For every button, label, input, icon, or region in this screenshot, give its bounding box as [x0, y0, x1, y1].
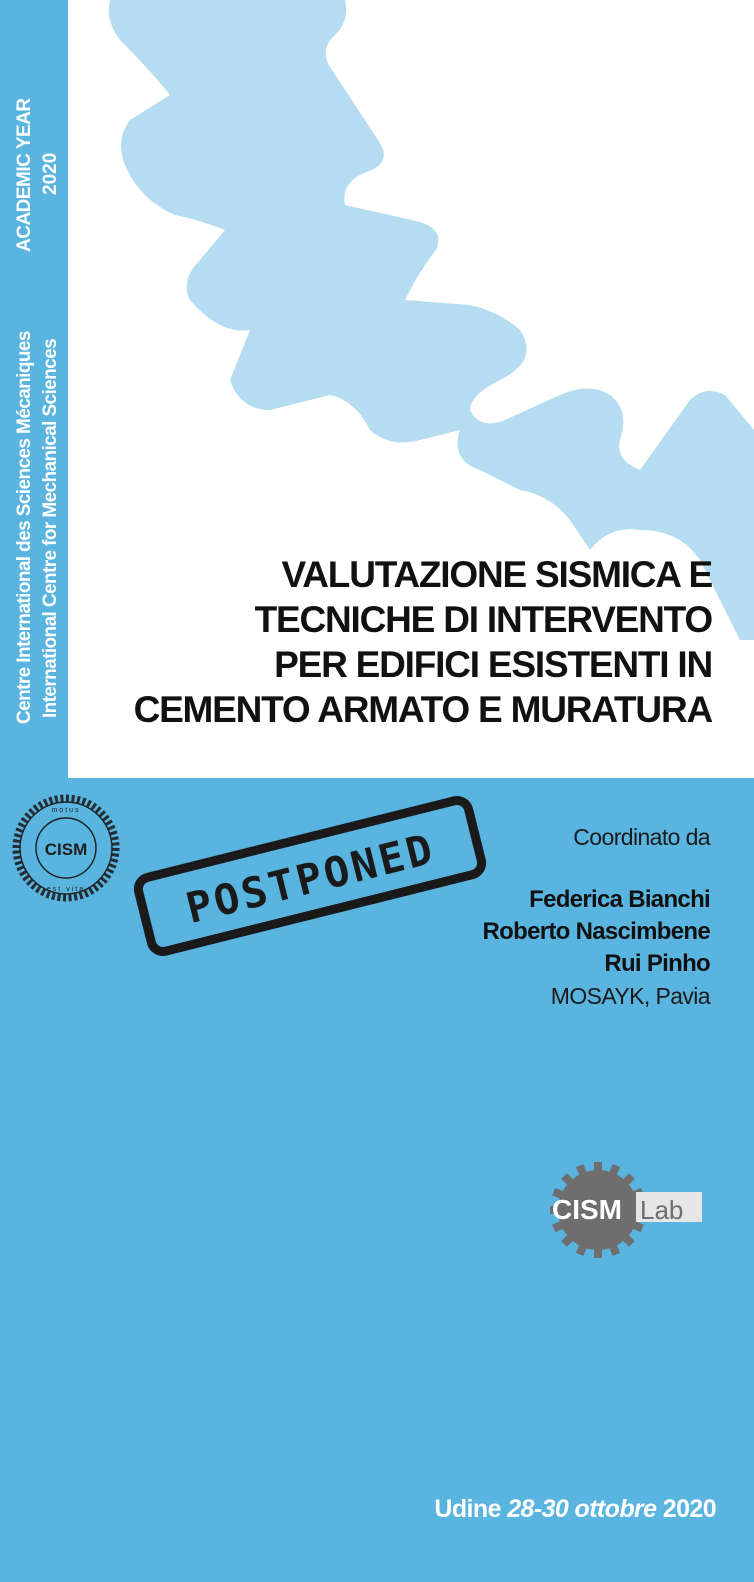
course-title: [92, 552, 712, 732]
event-city: Udine: [434, 1495, 501, 1523]
svg-text:motus: motus: [51, 807, 81, 814]
side-strip: [0, 0, 68, 778]
cismlab-logo: [548, 1160, 712, 1260]
cover-top: [0, 0, 754, 778]
cism-gear-logo: [8, 790, 124, 906]
centre-name-fr: Centre International des Sciences Mécaniques: [14, 331, 35, 724]
coordinated-by-label: Coordinato da: [573, 824, 710, 850]
title-line: TECNICHE DI INTERVENTO: [254, 599, 712, 640]
svg-text:est vita: est vita: [46, 886, 86, 893]
title-line: VALUTAZIONE SISMICA E: [281, 554, 712, 595]
svg-text:Lab: Lab: [640, 1195, 684, 1225]
postponed-stamp: [126, 796, 494, 956]
coordinator-name: Federica Bianchi: [529, 886, 710, 913]
title-line: PER EDIFICI ESISTENTI IN: [274, 644, 712, 685]
coordinator-name: Rui Pinho: [604, 950, 710, 977]
svg-text:CISM: CISM: [44, 840, 88, 859]
event-year: 2020: [662, 1495, 716, 1523]
academic-year-value: 2020: [40, 152, 61, 195]
coordinator-name: Roberto Nascimbene: [482, 918, 710, 945]
coordinator-organization: MOSAYK, Pavia: [550, 983, 710, 1009]
centre-name-en: International Centre for Mechanical Sciences: [40, 338, 61, 718]
title-line: CEMENTO ARMATO E MURATURA: [133, 689, 712, 730]
event-date-location: [434, 1495, 716, 1524]
event-dates: 28-30 ottobre: [507, 1495, 657, 1523]
coordinators-list: [483, 884, 710, 1012]
academic-year-label: ACADEMIC YEAR: [14, 98, 35, 252]
svg-text:CISM: CISM: [552, 1194, 622, 1225]
svg-text:POSTPONED: POSTPONED: [181, 823, 441, 933]
